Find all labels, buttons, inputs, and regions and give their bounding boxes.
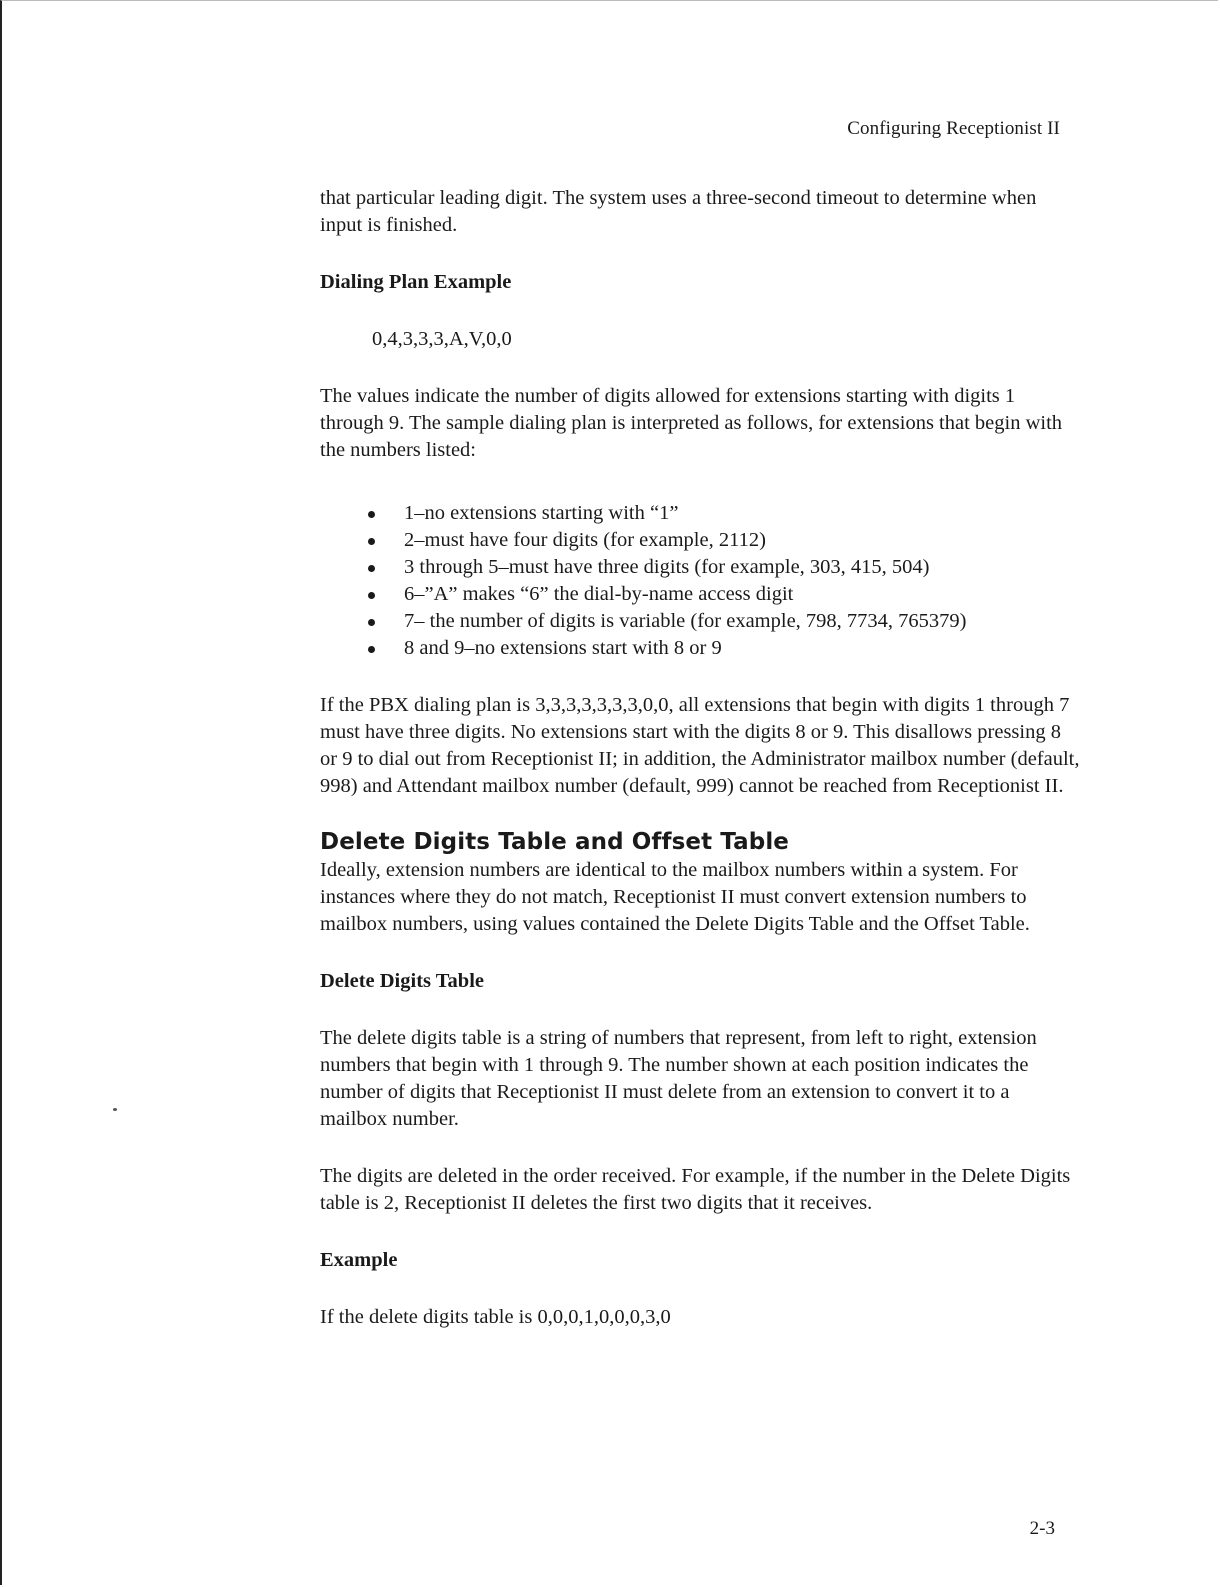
example-heading: Example <box>320 1249 398 1271</box>
intro-paragraph: that particular leading digit. The system uses a three-second timeout to determine when input is finished. <box>320 187 1037 236</box>
example-text: If the delete digits table is 0,0,0,1,0,0,0,3,0 <box>320 1306 671 1328</box>
list-item <box>368 554 1080 581</box>
list-item <box>368 500 1080 527</box>
section-intro-paragraph: Ideally, extension numbers are identical to the mailbox numbers within a system. For instances where they do not match, Receptionist II must convert extension numbers to mailbox numbers, using values contained the Delete Digits Table and the Offset Table. <box>320 859 1030 935</box>
list-item-text: 8 and 9–no extensions start with 8 or 9 <box>404 637 722 659</box>
scan-speck <box>113 1108 117 1111</box>
delete-digits-paragraph-2: The digits are deleted in the order received. For example, if the number in the Delete Digits table is 2, Receptionist II deletes the first two digits that it receives. <box>320 1165 1071 1214</box>
dialing-plan-example-heading: Dialing Plan Example <box>320 271 512 293</box>
bullet-icon <box>368 619 375 626</box>
list-item-text: 1–no extensions starting with “1” <box>404 502 679 524</box>
dialing-plan-bullet-list <box>320 500 1080 662</box>
dialing-plan-paragraph: The values indicate the number of digits allowed for extensions starting with digits 1 through 9. The sample dialing plan is interpreted as follows, for extensions that begin with the numbers listed: <box>320 385 1063 461</box>
delete-digits-paragraph-1: The delete digits table is a string of numbers that represent, from left to right, extension numbers that begin with 1 through 9. The number shown at each position indicates the number of digits that Receptionist II must delete from an extension to convert it to a mailbox number. <box>320 1027 1037 1130</box>
list-item-text: 7– the number of digits is variable (for example, 798, 7734, 765379) <box>404 610 967 632</box>
bullet-icon <box>368 538 375 545</box>
bullet-icon <box>368 511 375 518</box>
pbx-dialing-plan-paragraph: If the PBX dialing plan is 3,3,3,3,3,3,3,0,0, all extensions that begin with digits 1 through 7 must have three digits. No extensions start with the digits 8 or 9. This disallows pressing 8 or 9 to dial out from Receptionist II; in addition, the Administrator mailbox number (default, 998) and Attendant mailbox number (default, 999) cannot be reached from Receptionist II. <box>320 694 1080 797</box>
list-item <box>368 635 1080 662</box>
running-header: Configuring Receptionist II <box>847 118 1060 139</box>
list-item-text: 2–must have four digits (for example, 2112) <box>404 529 766 551</box>
page-number: 2-3 <box>1029 1518 1055 1539</box>
bullet-icon <box>368 646 375 653</box>
list-item-text: 6–”A” makes “6” the dial-by-name access digit <box>404 583 794 605</box>
bullet-icon <box>368 592 375 599</box>
dialing-plan-code: 0,4,3,3,3,A,V,0,0 <box>372 328 512 350</box>
list-item <box>368 608 1080 635</box>
page-content <box>320 185 1080 1331</box>
delete-digits-table-heading: Delete Digits Table <box>320 970 484 992</box>
bullet-icon <box>368 565 375 572</box>
list-item <box>368 581 1080 608</box>
section-title: Delete Digits Table and Offset Table <box>320 829 790 855</box>
list-item <box>368 527 1080 554</box>
list-item-text: 3 through 5–must have three digits (for example, 303, 415, 504) <box>404 556 930 578</box>
